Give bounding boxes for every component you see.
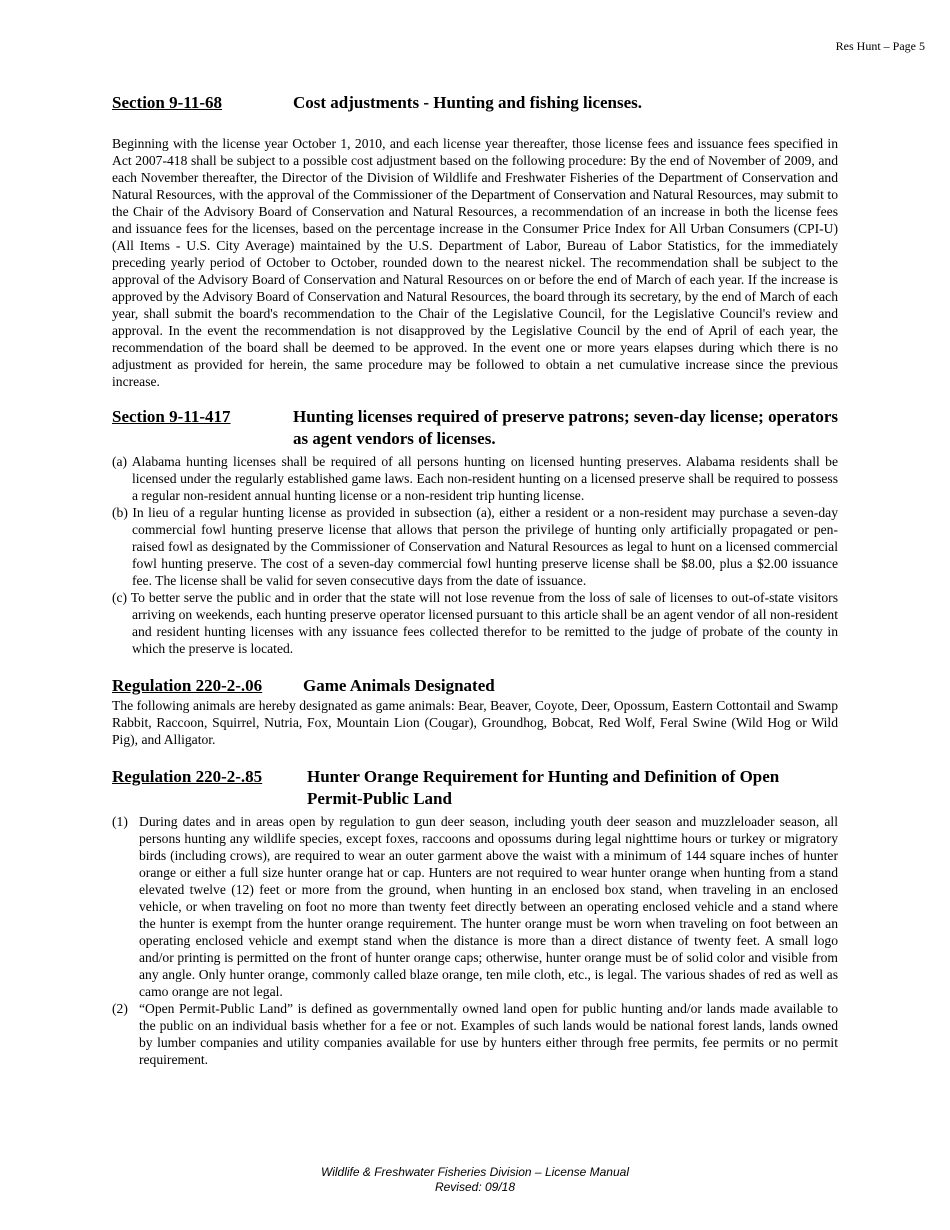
item-text: During dates and in areas open by regulation to gun deer season, including youth deer season and muzzleloader season, all persons hunting any wildlife species, except foxes, raccoons and opossums during legal nighttime hours or turkey or migratory birds (including crows), are required to wear an outer garment above the waist with a minimum of 144 square inches of hunter orange or either a full size hunter orange hat or cap. Hunters are not required to wear hunter orange when hunting from a stand elevated twelve (12) feet or more from the ground, when hunting in an enclosed box stand, when traveling in an enclosed vehicle, or when traveling on foot no more than twenty feet directly between an operating enclosed vehicle and a stand where the hunter is exempt from the hunter orange requirement. The hunter orange must be worn when traveling on foot between an operating enclosed vehicle and exempt stand when the distance is more than a direct distance of twenty feet. A small logo and/or printing is permitted on the front of hunter orange caps; otherwise, hunter orange must be of solid color and visible from any angle. Only hunter orange, commonly called blaze orange, ten mile cloth, etc., is legal. The various shades of red as well as camo orange are not legal. [139, 814, 838, 999]
item-text: “Open Permit-Public Land” is defined as governmentally owned land open for public hunting and/or lands made available to the public on an individual basis whether for a fee or not. Examples of such lands would be national forest lands, lands owned by lumber companies and utility companies available for use by hunters either through free permits, fee permits or no permit requirement. [139, 1001, 838, 1067]
subsection-item: (c) To better serve the public and in order that the state will not lose revenue from the loss of sale of licenses to out-of-state visitors arriving on weekends, each hunting preserve operator licensed pursuant to this article shall be an agent vendor of all non-resident and resident hunting licenses with any issuance fees collected therefor to be remitted to the judge of probate of the county in which the preserve is located. [112, 590, 838, 656]
section-number: Section 9-11-68 [112, 93, 223, 112]
numbered-item [112, 1000, 838, 1068]
section-heading [112, 675, 838, 697]
section-9-11-417 [112, 406, 838, 657]
section-title: Hunting licenses required of preserve patrons; seven-day license; operators as agent vendors of licenses. [293, 407, 838, 448]
section-heading [112, 406, 838, 450]
subsection-list [112, 453, 838, 657]
numbered-list [112, 813, 838, 1068]
section-title: Cost adjustments - Hunting and fishing licenses. [293, 93, 643, 112]
section-title: Hunter Orange Requirement for Hunting and Definition of Open Permit-Public Land [307, 767, 780, 808]
item-marker: (1) [112, 814, 128, 829]
section-number: Regulation 220-2-.85 [112, 767, 263, 786]
section-body: Beginning with the license year October 1, 2010, and each license year thereafter, those license fees and issuance fees specified in Act 2007-418 shall be subject to a possible cost adjustment based on the following procedure: By the end of November of 2009, and each November thereafter, the Director of the Division of Wildlife and Freshwater Fisheries of the Department of Conservation and Natural Resources, with the approval of the Commissioner of the Department of Conservation and Natural Resources, may submit to the Chair of the Advisory Board of Conservation and Natural Resources, a recommendation of an increase in both the license fees and issuance fees for the licenses, based on the percentage increase in the Consumer Price Index for All Urban Consumers (CPI-U) (All Items - U.S. City Average) maintained by the U.S. Department of Labor, Bureau of Labor Statistics, for the immediately preceding yearly period of October to October, rounded down to the nearest nickel. The recommendation shall be subject to the approval of the Advisory Board of Conservation and Natural Resources on or before the end of March of each year. If the increase is approved by the Advisory Board of Conservation and Natural Resources, the board through its secretary, by the end of March of each year, shall submit the board's recommendation to the Chair of the Legislative Council, for the Legislative Council's review and approval. In the event the recommendation is not disapproved by the Legislative Council by the end of April of each year, the recommendation of the board shall be deemed to be approved. In the event one or more years elapses during which there is no adjustment as provided for herein, the same procedure may be followed to obtain a net cumulative increase since the previous increase. [112, 136, 838, 389]
section-number: Regulation 220-2-.06 [112, 676, 263, 695]
page-footer [0, 1165, 950, 1195]
document-body [112, 92, 838, 1068]
footer-title: Wildlife & Freshwater Fisheries Division – License Manual [320, 1165, 629, 1179]
item-marker: (2) [112, 1001, 128, 1016]
subsection-item: (b) In lieu of a regular hunting license as provided in subsection (a), either a resident or a non-resident may purchase a seven-day commercial fowl hunting preserve license that allows that person the privilege of hunting only artificially propagated or pen-raised fowl as designated by the Commissioner of Conservation and Natural Resources as legal to hunt on a licensed commercial fowl hunting preserve. The cost of a seven-day commercial fowl hunting preserve license shall be $8.00, plus a $2.00 issuance fee. The license shall be valid for seven consecutive days from the date of issuance. [112, 505, 838, 588]
section-number: Section 9-11-417 [112, 407, 231, 426]
regulation-220-2-85 [112, 766, 838, 1068]
footer-revision: Revised: 09/18 [434, 1180, 516, 1194]
section-heading [112, 92, 838, 114]
regulation-220-2-06 [112, 675, 838, 748]
section-9-11-68 [112, 92, 838, 390]
subsection-item: (a) Alabama hunting licenses shall be required of all persons hunting on licensed hunting preserves. Alabama residents shall be licensed under the regularly established game laws. Each non-resident hunting on a licensed preserve shall be required to possess a regular non-resident annual hunting license or a non-resident trip hunting license. [112, 454, 838, 503]
page-number: Res Hunt – Page 5 [835, 39, 925, 53]
section-body: The following animals are hereby designated as game animals: Bear, Beaver, Coyote, Deer, Opossum, Eastern Cottontail and Swamp Rabbit, Raccoon, Squirrel, Nutria, Fox, Mountain Lion (Cougar), Groundhog, Bobcat, Red Wolf, Feral Swine (Wild Hog or Wild Pig), and Alligator. [112, 698, 838, 747]
numbered-item [112, 813, 838, 1000]
section-heading [112, 766, 838, 810]
section-title: Game Animals Designated [303, 676, 495, 695]
